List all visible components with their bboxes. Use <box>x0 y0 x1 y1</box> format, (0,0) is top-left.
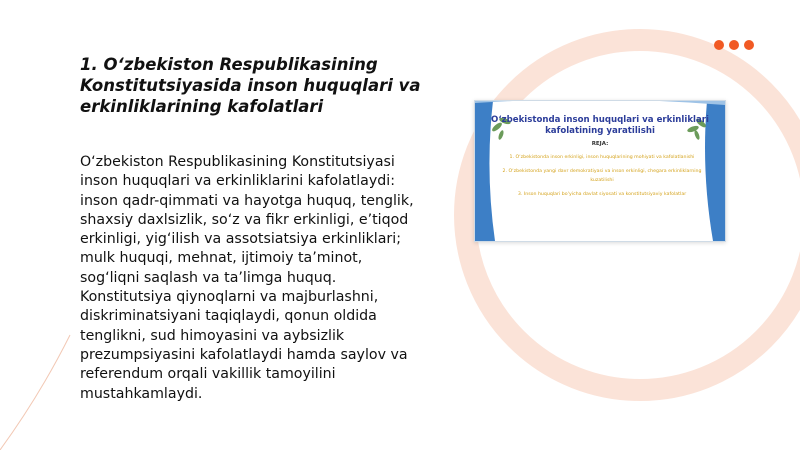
list-item: 2. O‘zbekistonda yangi davr demokratiyasi va inson erkinligi, chegara erkinliklarning kuzatilishi <box>502 168 702 183</box>
thumbnail-title: O‘zbekistonda inson huquqlari va erkinliklari kafolatining yaratilishi <box>491 115 709 136</box>
thumbnail-reja-label: REJA: <box>591 141 609 147</box>
dot <box>729 40 739 50</box>
slide-body: O‘zbekiston Respublikasining Konstitutsiyasi inson huquqlari va erkinliklarini kafolatlaydi: inson qadr-qimmati va hayotga huquq, tenglik, shaxsiy daxlsizlik, so‘z va fikr erkinligi, e’tiqod erkinligi, yig‘ilish va assotsiatsiya erkinliklari; mulk huquqi, mehnat, ijtimoiy ta’minot, sog‘liqni saqlash va ta’limga huquq. Konstitutsiya qiynoqlarni va majburlashni, diskriminatsiyani taqiqlaydi, qonun oldida tenglikni, sud himoyasini va aybsizlik prezumpsiyasini kafolatlaydi hamda saylov va referendum orqali vakillik tamoyilini mustahkamlaydi. <box>80 154 414 402</box>
dot <box>714 40 724 50</box>
slide-thumbnail <box>474 100 726 242</box>
list-item: 1. O‘zbekistonda inson erkinligi, inson huquqlarining mohiyati va kafolatlanishi <box>509 155 695 160</box>
slide-title: 1. O‘zbekiston Respublikasining Konstitutsiyasida inson huquqlari va erkinliklarining kafolatlari <box>80 55 421 116</box>
dot <box>744 40 754 50</box>
thumbnail-top-edge <box>475 101 725 105</box>
thumbnail-plan-list <box>491 153 713 203</box>
list-item: 3. Inson huquqlari bo‘yicha davlat siyosati va konstitutsiyaviy kafolatlar <box>517 191 687 197</box>
corner-curve <box>0 335 70 450</box>
three-dots-menu-icon <box>714 40 754 50</box>
